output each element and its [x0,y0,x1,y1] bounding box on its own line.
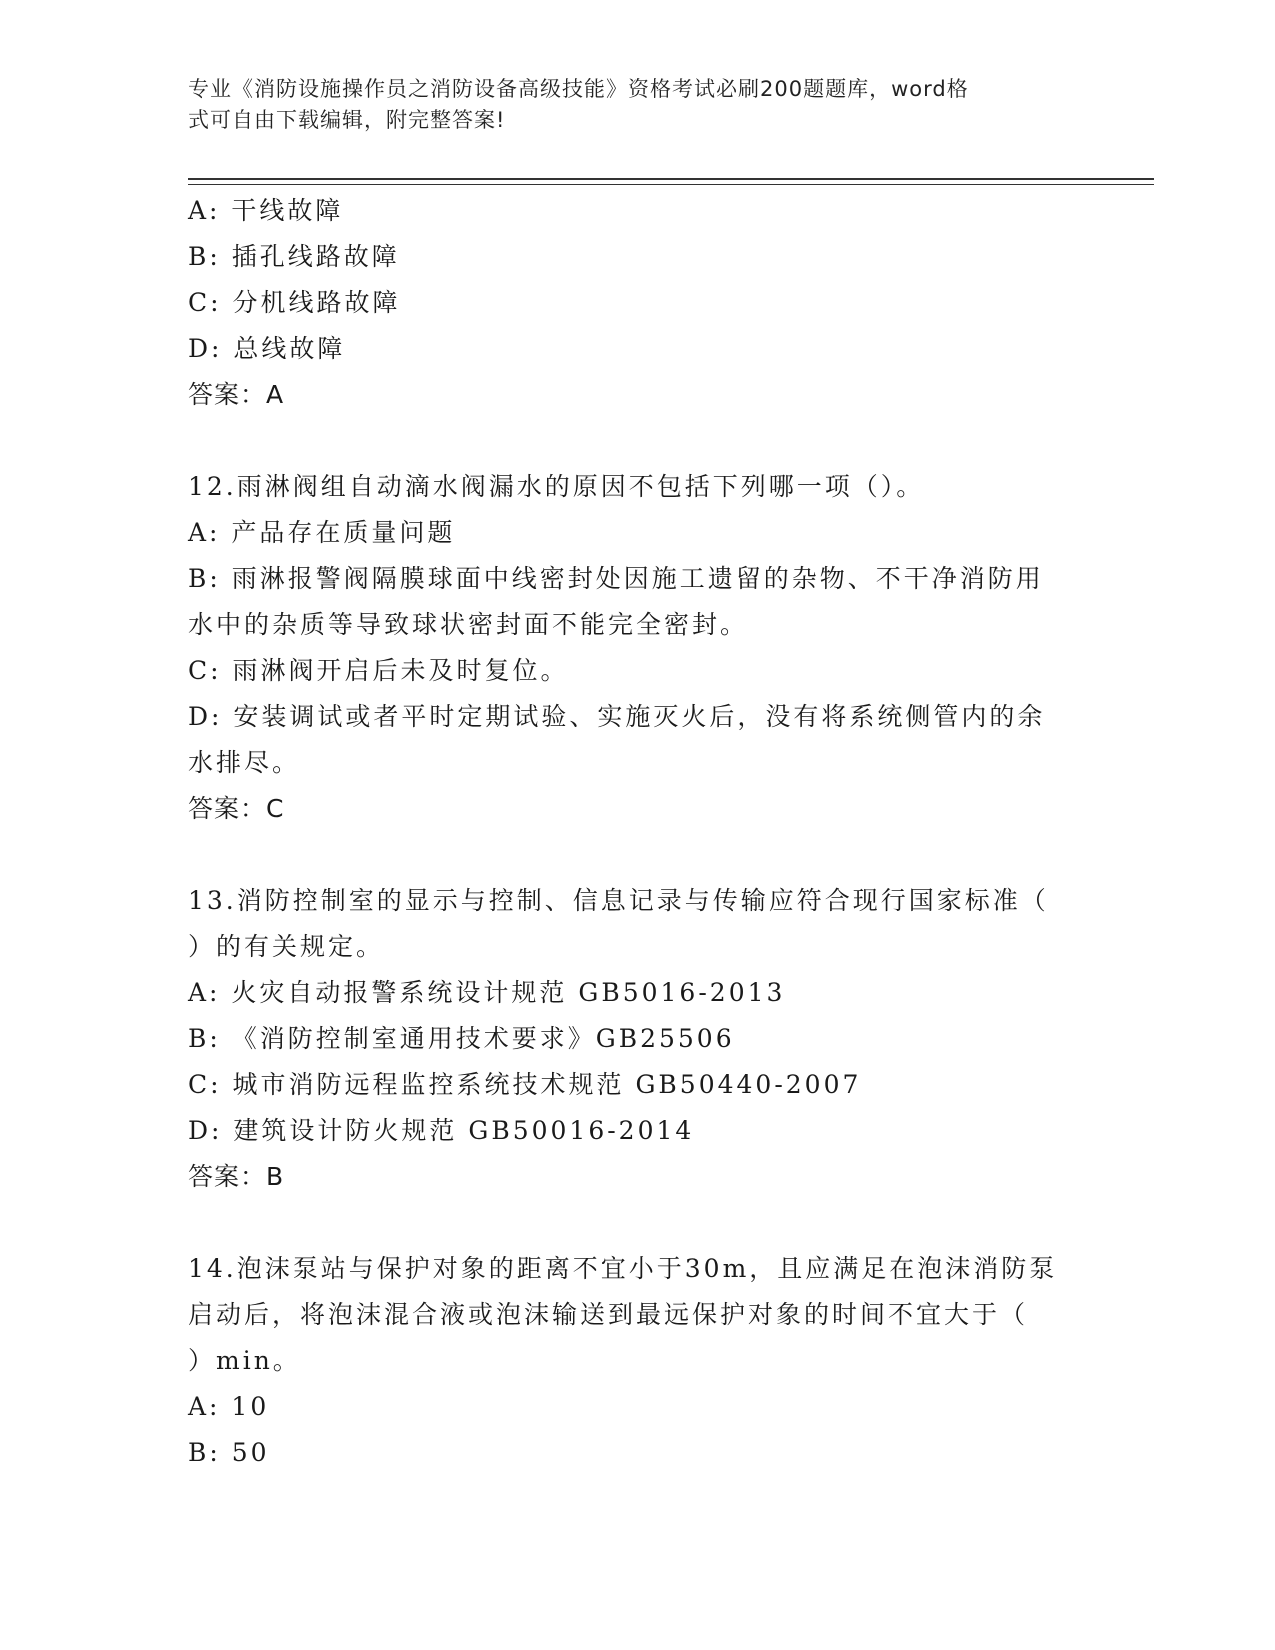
header-divider-thick [188,178,1154,180]
option-b: B: 雨淋报警阀隔膜球面中线密封处因施工遗留的杂物、不干净消防用 [188,564,1044,593]
option-a: A: 10 [188,1392,270,1421]
option-a: A: 火灾自动报警系统设计规范 GB5016-2013 [188,978,786,1007]
document-header [188,74,1068,136]
question-stem: 12.雨淋阀组自动滴水阀漏水的原因不包括下列哪一项（）。 [188,472,925,501]
header-divider-thin [188,184,1154,185]
option-d: D: 安装调试或者平时定期试验、实施灭火后，没有将系统侧管内的余 [188,702,1046,731]
option-c: C: 雨淋阀开启后未及时复位。 [188,656,569,685]
question-stem-continued: ）的有关规定。 [188,932,385,961]
question-stem-continued: ）min。 [188,1346,301,1375]
question-11 [188,188,1088,418]
question-list [188,188,1088,1476]
option-b: B: 50 [188,1438,270,1467]
question-13 [188,878,1088,1200]
option-c: C: 分机线路故障 [188,288,401,317]
option-a: A: 产品存在质量问题 [188,518,456,547]
option-a: A: 干线故障 [188,196,344,225]
option-d: D: 总线故障 [188,334,346,363]
option-c: C: 城市消防远程监控系统技术规范 GB50440-2007 [188,1070,862,1099]
question-stem: 14.泡沫泵站与保护对象的距离不宜小于30m，且应满足在泡沫消防泵 [188,1254,1058,1283]
question-stem: 13.消防控制室的显示与控制、信息记录与传输应符合现行国家标准（ [188,886,1049,915]
answer-line: 答案：A [188,380,285,409]
question-spacer [188,832,1088,878]
answer-line: 答案：C [188,794,285,823]
answer-line: 答案：B [188,1162,285,1191]
option-b: B: 《消防控制室通用技术要求》GB25506 [188,1024,735,1053]
option-b-continued: 水中的杂质等导致球状密封面不能完全密封。 [188,610,749,639]
option-d-continued: 水排尽。 [188,748,301,777]
question-spacer [188,1200,1088,1246]
question-spacer [188,418,1088,464]
question-14 [188,1246,1088,1476]
header-line-2: 式可自由下载编辑，附完整答案! [188,108,506,132]
question-stem-continued: 启动后，将泡沫混合液或泡沫输送到最远保护对象的时间不宜大于（ [188,1300,1029,1329]
question-12 [188,464,1088,832]
header-line-1: 专业《消防设施操作员之消防设备高级技能》资格考试必刷200题题库，word格 [188,77,969,101]
option-b: B: 插孔线路故障 [188,242,400,271]
option-d: D: 建筑设计防火规范 GB50016-2014 [188,1116,695,1145]
